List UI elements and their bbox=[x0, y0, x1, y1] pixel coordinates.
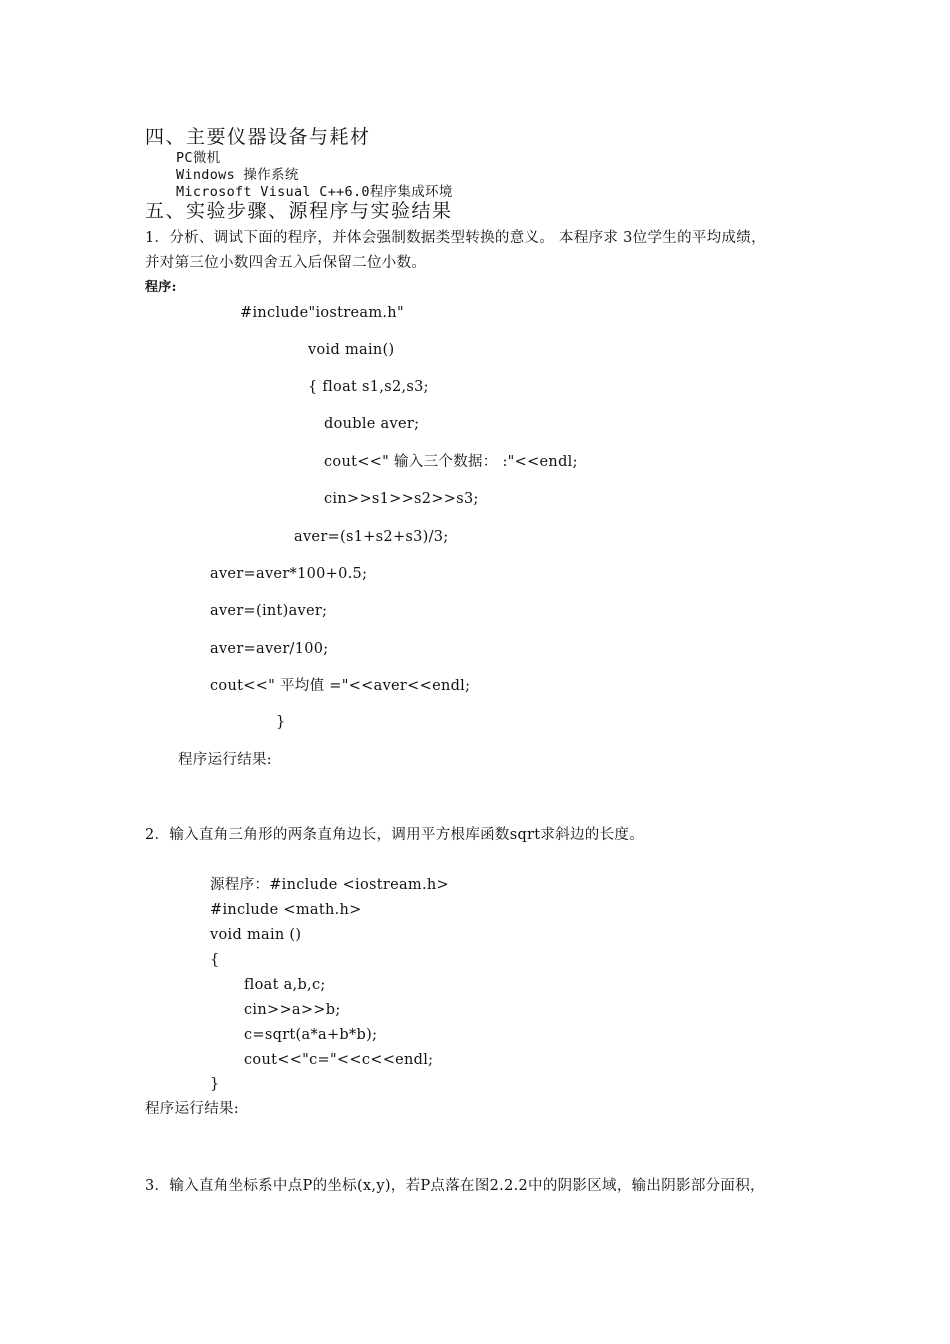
code-line: double aver; bbox=[324, 416, 420, 432]
code-line: #include"iostream.h" bbox=[240, 305, 404, 321]
code-line: aver=(int)aver; bbox=[210, 603, 328, 619]
code-line: { bbox=[210, 952, 220, 968]
equipment-item-os: Windows 操作系统 bbox=[176, 167, 299, 183]
code-line: void main() bbox=[308, 342, 395, 358]
program-label: 程序: bbox=[145, 280, 177, 295]
code-line: cout<<"c="<<c<<endl; bbox=[244, 1052, 434, 1068]
code-line: aver=aver/100; bbox=[210, 641, 329, 657]
exercise2-desc: 2．输入直角三角形的两条直角边长，调用平方根库函数sqrt求斜边的长度。 bbox=[145, 827, 645, 843]
code-line: void main () bbox=[210, 927, 302, 943]
code-line: cin>>s1>>s2>>s3; bbox=[324, 491, 479, 507]
exercise1-desc-line1: 1．分析、调试下面的程序，并体会强制数据类型转换的意义。 本程序求 3位学生的平均成绩， bbox=[145, 230, 766, 246]
section4-title: 四、主要仪器设备与耗材 bbox=[145, 126, 371, 148]
exercise1-desc-line2: 并对第三位小数四舍五入后保留二位小数。 bbox=[145, 255, 427, 271]
code-line: #include <math.h> bbox=[210, 902, 362, 918]
equipment-item-ide: Microsoft Visual C++6.0程序集成环境 bbox=[176, 184, 453, 200]
code-line: c=sqrt(a*a+b*b); bbox=[244, 1027, 378, 1043]
code-line: cin>>a>>b; bbox=[244, 1002, 341, 1018]
code-line: cout<<" 平均值 ="<<aver<<endl; bbox=[210, 678, 471, 694]
exercise1-result-label: 程序运行结果: bbox=[178, 752, 272, 768]
exercise3-desc: 3．输入直角坐标系中点P的坐标(x,y)，若P点落在图2.2.2中的阴影区域，输出阴影部分面积， bbox=[145, 1178, 765, 1194]
code-line: } bbox=[276, 714, 286, 730]
code-line: float a,b,c; bbox=[244, 977, 326, 993]
code-line: } bbox=[210, 1076, 220, 1092]
code-line: { float s1,s2,s3; bbox=[308, 379, 429, 395]
code-line: aver=aver*100+0.5; bbox=[210, 566, 368, 582]
code-line: cout<<" 输入三个数据： :"<<endl; bbox=[324, 454, 578, 470]
section5-title: 五、实验步骤、源程序与实验结果 bbox=[145, 200, 453, 222]
equipment-item-pc: PC微机 bbox=[176, 150, 221, 166]
code-line: aver=(s1+s2+s3)/3; bbox=[294, 529, 449, 545]
code-line: 源程序：#include <iostream.h> bbox=[210, 877, 449, 893]
exercise2-result-label: 程序运行结果: bbox=[145, 1101, 239, 1117]
